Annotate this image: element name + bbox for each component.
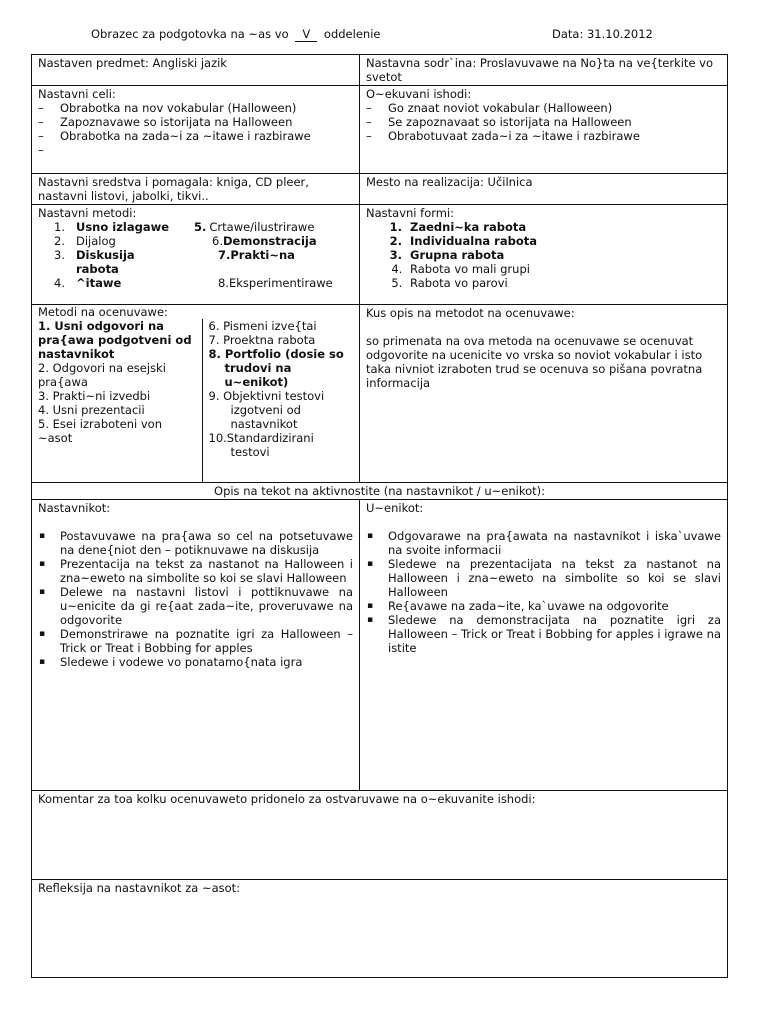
method-item: 8. Eksperimentirawe — [218, 276, 333, 290]
form-item: 4. Rabota vo mali grupi — [406, 262, 721, 276]
evaluation-item: 4. Usni prezentacii — [38, 403, 145, 417]
student-activities-list — [366, 529, 721, 655]
teacher-activity-item: ▪ Prezentacija na tekst za nastanot na Halloween i zna~eweto na simbolite so koi se slavi Halloween — [38, 557, 353, 585]
method-item: 3. Diskusija rabota — [54, 248, 135, 276]
evaluation-item: 1. Usni odgovori na pra{awa podgotveni od nastavnikot — [38, 319, 192, 361]
reflection-text: Refleksija na nastavnikot za ~asot: — [38, 881, 241, 895]
comment-cell — [32, 791, 728, 880]
teacher-activity-item: ▪ Sledewe i vodewe vo ponatamo{nata igra — [38, 655, 353, 669]
student-activity-item: ▪ Odgovarawe na pra{awata na nastavnikot i iska`uvawe na svoite informacii — [366, 529, 721, 557]
goal-item: – Zapoznavawe so istorijata na Halloween — [38, 115, 353, 129]
methods-title: Nastavni metodi: — [38, 206, 137, 220]
student-title: U~enikot: — [366, 501, 424, 515]
outcome-item: – Obrabotuvaat zada~i za ~itawe i razbirawe — [366, 129, 721, 143]
form-item: 5. Rabota vo parovi — [406, 276, 721, 290]
student-activity-item: ▪ Sledewe na prezentacijata na tekst za nastanot na Halloween i zna~eweto na simbolite so koi se slavi Halloween — [366, 557, 721, 599]
outcomes-list — [366, 101, 721, 143]
teacher-activity-item: ▪ Demonstrirawe na poznatite igri za Halloween – Trick or Treat i Bobbing for apples — [38, 627, 353, 655]
class-value: V — [295, 28, 317, 42]
location-cell — [360, 174, 728, 205]
outcomes-cell — [360, 86, 728, 174]
student-activity-item: ▪ Sledewe na demonstracijata na poznatite igri za Halloween – Trick or Treat i Bobbing for apples i igrawe na istite — [366, 613, 721, 655]
form-item: 1. Zaedni~ka rabota — [406, 220, 721, 234]
document-header — [0, 27, 768, 43]
goals-list — [38, 101, 353, 143]
evaluation-col-1 — [32, 319, 202, 482]
forms-cell — [360, 205, 728, 305]
evaluation-item: 6. Pismeni izve{tai — [208, 319, 317, 333]
goals-cell — [32, 86, 360, 174]
activities-title-cell — [32, 483, 728, 500]
forms-title: Nastavni formi: — [366, 206, 455, 220]
student-activity-item: ▪ Re{avawe na zada~ite, ka`uvawe na odgovorite — [366, 599, 721, 613]
teacher-activity-item: ▪ Postavuvawe na pra{awa so cel na potsetuvawe na dene{niot den – potiknuvawe na diskusija — [38, 529, 353, 557]
subject-text: Nastaven predmet: Angliski jazik — [38, 56, 227, 70]
forms-list — [366, 220, 721, 290]
content-cell — [360, 55, 728, 86]
location-text: Mesto na realizacija: Učilnica — [366, 175, 533, 189]
goals-title: Nastavni celi: — [38, 87, 116, 101]
form-title-suffix: oddelenie — [323, 27, 381, 41]
teacher-activity-item: ▪ Delewe na nastavni listovi i pottiknuvawe na u~enicite da gi re{aat zada~ite, proveruvawe na odgovorite — [38, 585, 353, 627]
form-item: 3. Grupna rabota — [406, 248, 721, 262]
evaluation-inner-table — [32, 305, 360, 482]
teacher-title: Nastavnikot: — [38, 501, 111, 515]
evaluation-item: 10.Standardizirani testovi — [208, 431, 314, 459]
goal-item: – Obrabotka na zada~i za ~itawe i razbirawe — [38, 129, 353, 143]
form-title — [91, 27, 380, 42]
method-item: 4. ^itawe — [54, 276, 122, 290]
resources-cell — [32, 174, 360, 205]
form-title-prefix: Obrazec za podgotovka na ~as vo — [91, 27, 289, 41]
lesson-plan-table — [31, 54, 728, 978]
subject-cell — [32, 55, 360, 86]
activities-title: Opis na tekot na aktivnostite (na nastavnikot / u~enikot): — [214, 484, 545, 498]
evaluation-col-2 — [202, 319, 360, 482]
goal-item: – Obrabotka na nov vokabular (Halloween) — [38, 101, 353, 115]
teacher-activities-list — [38, 529, 353, 669]
evaluation-item: 2. Odgovori na esejski pra{awa — [38, 361, 166, 389]
method-item: 7. Prakti~na — [218, 248, 295, 262]
evaluation-item: 3. Prakti~ni izvedbi — [38, 389, 151, 403]
content-text: Nastavna sodr`ina: Proslavuvawe na No}ta na ve{terkite vo svetot — [366, 56, 714, 84]
evaluation-item: 7. Proektna rabota — [208, 333, 316, 347]
method-item: 6. Demonstracija — [212, 234, 317, 248]
outcome-item: – Se zapoznavaat so istorijata na Halloween — [366, 115, 721, 129]
method-item: 5. Crtawe/ilustrirawe — [194, 220, 315, 234]
evaluation-description-text: so primenata na ova metoda na ocenuvawe se ocenuvat odgovorite na ucenicite vo vrska so noviot vokabular i isto taka nivniot izraboten trud se ocenuva so pišana povratna informacija — [366, 334, 703, 390]
methods-cell — [32, 205, 360, 305]
reflection-cell — [32, 880, 728, 978]
outcomes-title: O~ekuvani ishodi: — [366, 87, 472, 101]
form-item: 2. Individualna rabota — [406, 234, 721, 248]
evaluation-item: 5. Esei izraboteni von ~asot — [38, 417, 163, 445]
evaluation-item: 9. Objektivni testovi izgotveni od nastavnikot — [208, 389, 325, 431]
resources-text: Nastavni sredstva i pomagala: kniga, CD pleer, nastavni listovi, jabolki, tikvi.. — [38, 175, 309, 203]
evaluation-title: Metodi na ocenuvawe: — [38, 305, 168, 319]
methods-list — [54, 220, 353, 290]
evaluation-description-title: Kus opis na metodot na ocenuvawe: — [366, 306, 575, 320]
method-item: 2. Dijalog — [54, 234, 116, 248]
comment-text: Komentar za toa kolku ocenuvaweto pridonelo za ostvaruvawe na o~ekuvanite ishodi: — [38, 792, 536, 806]
teacher-activities-cell — [32, 500, 360, 791]
evaluation-cell — [32, 305, 360, 483]
method-item: 1. Usno izlagawe — [54, 220, 170, 234]
student-activities-cell — [360, 500, 728, 791]
outcome-item: – Go znaat noviot vokabular (Halloween) — [366, 101, 721, 115]
date-label: Data: 31.10.2012 — [552, 27, 653, 41]
evaluation-description-cell — [360, 305, 728, 483]
evaluation-item: 8. Portfolio (dosie so trudovi na u~enikot) — [208, 347, 344, 389]
